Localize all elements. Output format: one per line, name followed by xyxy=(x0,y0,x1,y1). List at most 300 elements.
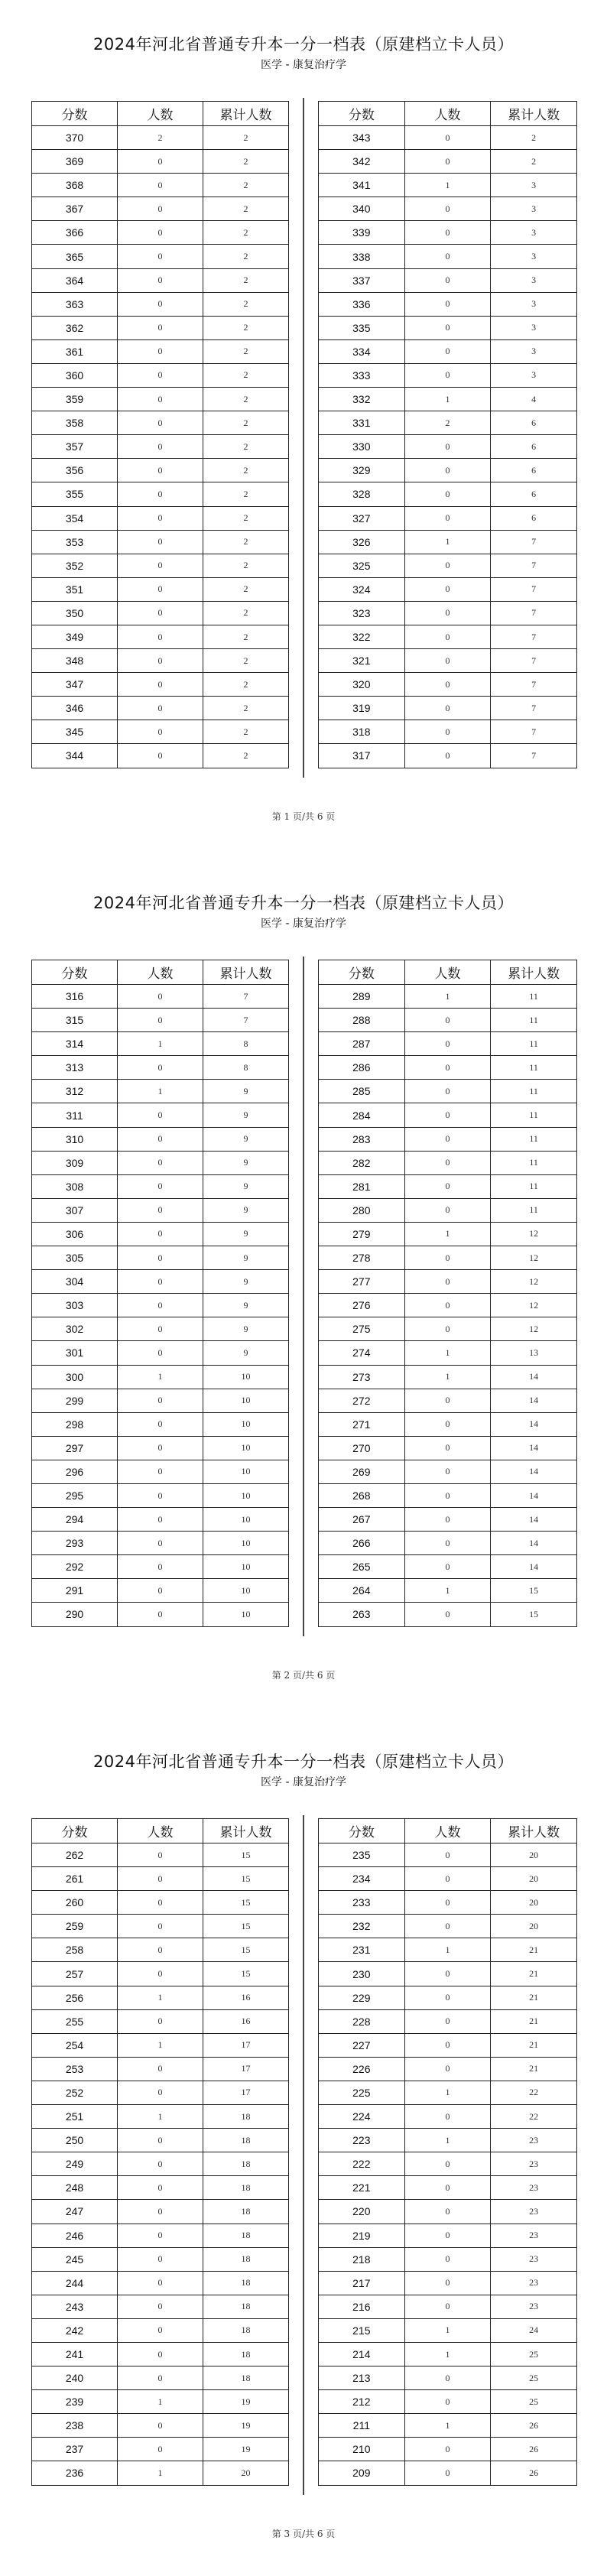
cumulative-cell: 2 xyxy=(203,388,289,411)
table-row xyxy=(32,1483,289,1507)
score-cell: 282 xyxy=(319,1151,405,1174)
table-row xyxy=(319,221,577,245)
table-row xyxy=(32,1127,289,1151)
score-cell: 340 xyxy=(319,197,405,221)
score-cell: 254 xyxy=(32,2033,118,2057)
cumulative-cell: 10 xyxy=(203,1532,289,1555)
table-row xyxy=(319,2318,577,2342)
cumulative-cell: 9 xyxy=(203,1103,289,1127)
cumulative-cell: 9 xyxy=(203,1080,289,1103)
table-row xyxy=(32,411,289,435)
count-cell: 0 xyxy=(404,2033,491,2057)
count-cell: 0 xyxy=(118,339,203,363)
score-cell: 337 xyxy=(319,268,405,292)
count-cell: 0 xyxy=(404,1436,491,1460)
cumulative-cell: 2 xyxy=(203,245,289,268)
cumulative-cell: 20 xyxy=(203,2461,289,2485)
cumulative-cell: 18 xyxy=(203,2200,289,2224)
count-cell: 0 xyxy=(118,268,203,292)
table-row xyxy=(319,1508,577,1532)
table-row xyxy=(319,649,577,673)
score-cell: 269 xyxy=(319,1460,405,1483)
score-cell: 368 xyxy=(32,174,118,197)
cumulative-cell: 21 xyxy=(491,2009,577,2033)
table-row xyxy=(319,459,577,482)
score-cell: 263 xyxy=(319,1603,405,1626)
count-cell: 0 xyxy=(118,316,203,339)
table-row xyxy=(32,2414,289,2438)
score-cell: 246 xyxy=(32,2224,118,2247)
count-cell: 0 xyxy=(404,649,491,673)
page-number: 第 2 页/共 6 页 xyxy=(271,1670,336,1681)
header-score: 分数 xyxy=(319,960,405,985)
table-row xyxy=(32,1460,289,1483)
count-cell: 0 xyxy=(404,435,491,459)
score-cell: 305 xyxy=(32,1246,118,1270)
cumulative-cell: 12 xyxy=(491,1246,577,1270)
table-row xyxy=(32,1222,289,1246)
cumulative-cell: 2 xyxy=(203,292,289,316)
cumulative-cell: 2 xyxy=(203,649,289,673)
table-row xyxy=(32,2366,289,2390)
cumulative-cell: 17 xyxy=(203,2033,289,2057)
cumulative-cell: 18 xyxy=(203,2247,289,2271)
score-cell: 229 xyxy=(319,1986,405,2009)
table-row xyxy=(32,697,289,720)
score-cell: 346 xyxy=(32,697,118,720)
table-row xyxy=(32,174,289,197)
score-cell: 255 xyxy=(32,2009,118,2033)
table-row xyxy=(319,1891,577,1915)
score-cell: 257 xyxy=(32,1962,118,1986)
header-cumulative: 累计人数 xyxy=(203,102,289,126)
table-row xyxy=(32,388,289,411)
score-cell: 212 xyxy=(319,2390,405,2414)
count-cell: 1 xyxy=(404,2081,491,2104)
score-cell: 309 xyxy=(32,1151,118,1174)
header-count: 人数 xyxy=(118,1819,203,1843)
score-cell: 353 xyxy=(32,530,118,554)
score-cell: 350 xyxy=(32,601,118,625)
score-cell: 248 xyxy=(32,2176,118,2200)
count-cell: 0 xyxy=(404,1270,491,1294)
score-cell: 324 xyxy=(319,577,405,601)
table-row xyxy=(319,1080,577,1103)
cumulative-cell: 18 xyxy=(203,2271,289,2295)
score-cell: 239 xyxy=(32,2390,118,2414)
cumulative-cell: 23 xyxy=(491,2247,577,2271)
table-row xyxy=(319,625,577,648)
cumulative-cell: 7 xyxy=(491,744,577,768)
table-row xyxy=(319,2271,577,2295)
table-header-row xyxy=(319,1819,577,1843)
table-row xyxy=(32,1270,289,1294)
cumulative-cell: 13 xyxy=(491,1341,577,1365)
table-row xyxy=(32,363,289,387)
score-cell: 211 xyxy=(319,2414,405,2438)
cumulative-cell: 7 xyxy=(491,577,577,601)
cumulative-cell: 9 xyxy=(203,1270,289,1294)
score-cell: 301 xyxy=(32,1341,118,1365)
cumulative-cell: 11 xyxy=(491,985,577,1009)
header-cumulative: 累计人数 xyxy=(491,960,577,985)
score-cell: 323 xyxy=(319,601,405,625)
score-cell: 240 xyxy=(32,2366,118,2390)
count-cell: 0 xyxy=(404,1603,491,1626)
cumulative-cell: 26 xyxy=(491,2461,577,2485)
count-cell: 0 xyxy=(404,1483,491,1507)
score-cell: 249 xyxy=(32,2152,118,2176)
score-cell: 338 xyxy=(319,245,405,268)
table-row xyxy=(32,1986,289,2009)
cumulative-cell: 3 xyxy=(491,197,577,221)
table-row xyxy=(319,1270,577,1294)
table-row xyxy=(32,1174,289,1198)
cumulative-cell: 18 xyxy=(203,2318,289,2342)
score-cell: 342 xyxy=(319,150,405,174)
count-cell: 1 xyxy=(118,2461,203,2485)
count-cell: 0 xyxy=(404,1246,491,1270)
cumulative-cell: 11 xyxy=(491,1127,577,1151)
table-row xyxy=(319,339,577,363)
score-cell: 356 xyxy=(32,459,118,482)
score-cell: 235 xyxy=(319,1843,405,1867)
score-cell: 267 xyxy=(319,1508,405,1532)
table-row xyxy=(32,2033,289,2057)
count-cell: 0 xyxy=(118,1246,203,1270)
table-row xyxy=(319,2438,577,2461)
score-cell: 365 xyxy=(32,245,118,268)
score-cell: 256 xyxy=(32,1986,118,2009)
cumulative-cell: 7 xyxy=(491,530,577,554)
cumulative-cell: 9 xyxy=(203,1341,289,1365)
cumulative-cell: 2 xyxy=(203,435,289,459)
cumulative-cell: 8 xyxy=(203,1056,289,1080)
table-row xyxy=(32,649,289,673)
cumulative-cell: 16 xyxy=(203,1986,289,2009)
cumulative-cell: 7 xyxy=(491,673,577,697)
count-cell: 0 xyxy=(404,1198,491,1222)
cumulative-cell: 2 xyxy=(203,174,289,197)
count-cell: 0 xyxy=(404,1056,491,1080)
count-cell: 0 xyxy=(118,1103,203,1127)
count-cell: 0 xyxy=(118,1938,203,1962)
score-cell: 224 xyxy=(319,2105,405,2129)
table-row xyxy=(32,221,289,245)
table-row xyxy=(319,363,577,387)
table-row xyxy=(32,720,289,744)
count-cell: 0 xyxy=(118,1483,203,1507)
cumulative-cell: 3 xyxy=(491,316,577,339)
cumulative-cell: 10 xyxy=(203,1365,289,1389)
cumulative-cell: 2 xyxy=(203,697,289,720)
score-cell: 303 xyxy=(32,1294,118,1317)
table-row xyxy=(319,1246,577,1270)
cumulative-cell: 6 xyxy=(491,435,577,459)
count-cell: 0 xyxy=(118,1294,203,1317)
table-row xyxy=(319,2009,577,2033)
cumulative-cell: 11 xyxy=(491,1056,577,1080)
cumulative-cell: 2 xyxy=(203,506,289,530)
count-cell: 0 xyxy=(118,2295,203,2318)
count-cell: 0 xyxy=(404,2009,491,2033)
count-cell: 0 xyxy=(118,2414,203,2438)
score-cell: 366 xyxy=(32,221,118,245)
table-row xyxy=(32,2105,289,2129)
table-row xyxy=(319,1198,577,1222)
score-cell: 334 xyxy=(319,339,405,363)
count-cell: 0 xyxy=(404,221,491,245)
table-header-row xyxy=(32,1819,289,1843)
count-cell: 0 xyxy=(404,2105,491,2129)
count-cell: 0 xyxy=(118,2247,203,2271)
cumulative-cell: 10 xyxy=(203,1436,289,1460)
cumulative-cell: 2 xyxy=(203,197,289,221)
cumulative-cell: 14 xyxy=(491,1460,577,1483)
score-cell: 214 xyxy=(319,2342,405,2366)
cumulative-cell: 2 xyxy=(203,673,289,697)
count-cell: 0 xyxy=(118,577,203,601)
table-row xyxy=(32,506,289,530)
score-cell: 308 xyxy=(32,1174,118,1198)
cumulative-cell: 2 xyxy=(203,268,289,292)
table-row xyxy=(319,1365,577,1389)
table-row xyxy=(319,1532,577,1555)
count-cell: 0 xyxy=(404,2295,491,2318)
header-count: 人数 xyxy=(118,102,203,126)
count-cell: 0 xyxy=(118,2438,203,2461)
count-cell: 0 xyxy=(118,985,203,1009)
cumulative-cell: 20 xyxy=(491,1843,577,1867)
table-row xyxy=(32,1198,289,1222)
cumulative-cell: 12 xyxy=(491,1294,577,1317)
score-cell: 261 xyxy=(32,1867,118,1891)
count-cell: 0 xyxy=(118,221,203,245)
score-cell: 215 xyxy=(319,2318,405,2342)
count-cell: 0 xyxy=(118,1412,203,1436)
table-row xyxy=(319,2342,577,2366)
table-row xyxy=(319,2081,577,2104)
count-cell: 0 xyxy=(118,1579,203,1603)
score-cell: 230 xyxy=(319,1962,405,1986)
score-cell: 317 xyxy=(319,744,405,768)
cumulative-cell: 18 xyxy=(203,2105,289,2129)
count-cell: 1 xyxy=(404,985,491,1009)
cumulative-cell: 17 xyxy=(203,2081,289,2104)
table-row xyxy=(319,2414,577,2438)
table-row xyxy=(319,577,577,601)
table-row xyxy=(319,1460,577,1483)
cumulative-cell: 2 xyxy=(203,530,289,554)
cumulative-cell: 17 xyxy=(203,2057,289,2081)
score-cell: 351 xyxy=(32,577,118,601)
count-cell: 0 xyxy=(404,1891,491,1915)
count-cell: 0 xyxy=(404,459,491,482)
cumulative-cell: 14 xyxy=(491,1436,577,1460)
cumulative-cell: 2 xyxy=(203,459,289,482)
score-cell: 220 xyxy=(319,2200,405,2224)
cumulative-cell: 15 xyxy=(491,1603,577,1626)
score-cell: 339 xyxy=(319,221,405,245)
table-row xyxy=(32,1412,289,1436)
cumulative-cell: 21 xyxy=(491,2057,577,2081)
score-cell: 327 xyxy=(319,506,405,530)
score-cell: 357 xyxy=(32,435,118,459)
score-cell: 299 xyxy=(32,1389,118,1412)
cumulative-cell: 22 xyxy=(491,2105,577,2129)
table-row xyxy=(32,2438,289,2461)
cumulative-cell: 11 xyxy=(491,1032,577,1056)
count-cell: 0 xyxy=(404,1080,491,1103)
count-cell: 0 xyxy=(118,197,203,221)
table-row xyxy=(32,1365,289,1389)
table-row xyxy=(319,1483,577,1507)
count-cell: 0 xyxy=(404,744,491,768)
page-subtitle: 医学 - 康复治疗学 xyxy=(261,918,346,930)
cumulative-cell: 14 xyxy=(491,1365,577,1389)
cumulative-cell: 3 xyxy=(491,245,577,268)
count-cell: 0 xyxy=(118,482,203,506)
cumulative-cell: 11 xyxy=(491,1009,577,1032)
score-cell: 295 xyxy=(32,1483,118,1507)
count-cell: 0 xyxy=(118,2200,203,2224)
table-row xyxy=(32,1389,289,1412)
score-cell: 363 xyxy=(32,292,118,316)
score-cell: 219 xyxy=(319,2224,405,2247)
score-cell: 252 xyxy=(32,2081,118,2104)
count-cell: 0 xyxy=(118,649,203,673)
table-row xyxy=(32,2247,289,2271)
table-row xyxy=(319,2247,577,2271)
score-cell: 354 xyxy=(32,506,118,530)
page-subtitle: 医学 - 康复治疗学 xyxy=(261,1776,346,1788)
score-cell: 278 xyxy=(319,1246,405,1270)
count-cell: 0 xyxy=(118,744,203,768)
count-cell: 0 xyxy=(404,1389,491,1412)
cumulative-cell: 10 xyxy=(203,1412,289,1436)
count-cell: 0 xyxy=(118,2271,203,2295)
cumulative-cell: 3 xyxy=(491,363,577,387)
table-row xyxy=(319,1915,577,1938)
count-cell: 0 xyxy=(404,2152,491,2176)
table-row xyxy=(319,1389,577,1412)
score-cell: 244 xyxy=(32,2271,118,2295)
cumulative-cell: 7 xyxy=(203,1009,289,1032)
cumulative-cell: 15 xyxy=(203,1915,289,1938)
table-row xyxy=(32,245,289,268)
score-cell: 347 xyxy=(32,673,118,697)
table-row xyxy=(319,126,577,150)
count-cell: 0 xyxy=(118,601,203,625)
cumulative-cell: 11 xyxy=(491,1080,577,1103)
score-cell: 218 xyxy=(319,2247,405,2271)
table-row xyxy=(32,2318,289,2342)
cumulative-cell: 21 xyxy=(491,1986,577,2009)
table-row xyxy=(319,268,577,292)
table-row xyxy=(319,1127,577,1151)
score-table-right xyxy=(318,960,577,1627)
header-count: 人数 xyxy=(404,102,491,126)
score-cell: 345 xyxy=(32,720,118,744)
table-row xyxy=(32,2390,289,2414)
count-cell: 0 xyxy=(404,2271,491,2295)
count-cell: 0 xyxy=(118,1555,203,1579)
cumulative-cell: 3 xyxy=(491,221,577,245)
count-cell: 0 xyxy=(118,245,203,268)
count-cell: 0 xyxy=(404,601,491,625)
page-title: 2024年河北省普通专升本一分一档表（原建档立卡人员） xyxy=(93,1753,514,1771)
cumulative-cell: 11 xyxy=(491,1198,577,1222)
score-cell: 297 xyxy=(32,1436,118,1460)
cumulative-cell: 11 xyxy=(491,1174,577,1198)
count-cell: 0 xyxy=(118,554,203,577)
count-cell: 0 xyxy=(118,506,203,530)
count-cell: 0 xyxy=(404,2176,491,2200)
count-cell: 0 xyxy=(404,1009,491,1032)
table-row xyxy=(319,388,577,411)
header-count: 人数 xyxy=(118,960,203,985)
count-cell: 1 xyxy=(118,2105,203,2129)
score-table-left xyxy=(31,101,289,768)
count-cell: 0 xyxy=(118,2009,203,2033)
count-cell: 0 xyxy=(404,720,491,744)
count-cell: 0 xyxy=(404,126,491,150)
cumulative-cell: 6 xyxy=(491,482,577,506)
count-cell: 0 xyxy=(404,1151,491,1174)
cumulative-cell: 22 xyxy=(491,2081,577,2104)
table-row xyxy=(32,2152,289,2176)
score-cell: 283 xyxy=(319,1127,405,1151)
count-cell: 0 xyxy=(118,2152,203,2176)
score-cell: 330 xyxy=(319,435,405,459)
cumulative-cell: 25 xyxy=(491,2342,577,2366)
score-table-right xyxy=(318,1818,577,2486)
count-cell: 0 xyxy=(404,339,491,363)
score-cell: 294 xyxy=(32,1508,118,1532)
table-row xyxy=(319,1151,577,1174)
table-row xyxy=(319,1103,577,1127)
score-cell: 315 xyxy=(32,1009,118,1032)
header-score: 分数 xyxy=(32,102,118,126)
table-row xyxy=(319,697,577,720)
table-row xyxy=(32,1938,289,1962)
score-cell: 276 xyxy=(319,1294,405,1317)
count-cell: 0 xyxy=(404,2390,491,2414)
count-cell: 1 xyxy=(118,2390,203,2414)
table-row xyxy=(319,2033,577,2057)
count-cell: 0 xyxy=(118,1270,203,1294)
cumulative-cell: 2 xyxy=(203,363,289,387)
count-cell: 0 xyxy=(118,625,203,648)
page-subtitle: 医学 - 康复治疗学 xyxy=(261,59,346,71)
table-row xyxy=(319,601,577,625)
cumulative-cell: 2 xyxy=(203,126,289,150)
score-table-left xyxy=(31,1818,289,2486)
count-cell: 1 xyxy=(404,2414,491,2438)
score-cell: 281 xyxy=(319,1174,405,1198)
cumulative-cell: 6 xyxy=(491,459,577,482)
table-row xyxy=(319,985,577,1009)
score-cell: 333 xyxy=(319,363,405,387)
table-row xyxy=(32,673,289,697)
count-cell: 0 xyxy=(404,1532,491,1555)
score-cell: 209 xyxy=(319,2461,405,2485)
table-row xyxy=(32,625,289,648)
table-row xyxy=(32,268,289,292)
count-cell: 0 xyxy=(404,577,491,601)
table-row xyxy=(319,1032,577,1056)
table-row xyxy=(32,1603,289,1626)
